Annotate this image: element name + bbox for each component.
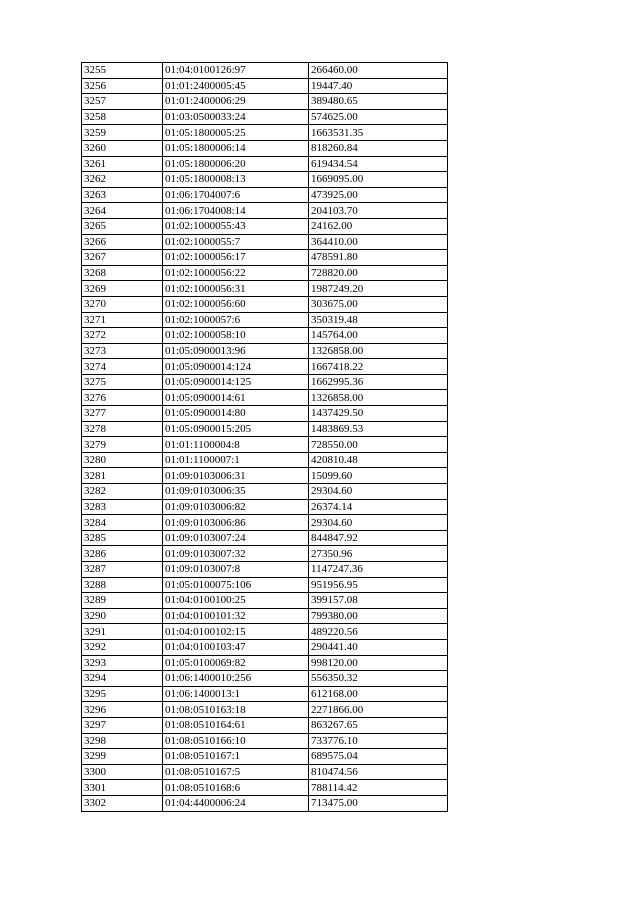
table-row <box>82 546 448 562</box>
value-cell: 303675.00 <box>309 296 448 312</box>
value-cell: 1987249.20 <box>309 281 448 297</box>
cadastral-number-cell: 01:09:0103007:24 <box>163 530 309 546</box>
cadastral-number-cell: 01:05:0100069:82 <box>163 655 309 671</box>
table-row <box>82 125 448 141</box>
table-row <box>82 702 448 718</box>
cadastral-number-cell: 01:05:0100075:106 <box>163 577 309 593</box>
value-cell: 489220.56 <box>309 624 448 640</box>
table-row <box>82 749 448 765</box>
table-row <box>82 63 448 79</box>
row-number-cell: 3293 <box>82 655 163 671</box>
row-number-cell: 3267 <box>82 250 163 266</box>
row-number-cell: 3288 <box>82 577 163 593</box>
row-number-cell: 3274 <box>82 359 163 375</box>
row-number-cell: 3272 <box>82 328 163 344</box>
cadastral-number-cell: 01:03:0500033:24 <box>163 109 309 125</box>
table-row <box>82 421 448 437</box>
row-number-cell: 3281 <box>82 468 163 484</box>
cadastral-number-cell: 01:02:1000058:10 <box>163 328 309 344</box>
table-row <box>82 343 448 359</box>
row-number-cell: 3277 <box>82 406 163 422</box>
row-number-cell: 3263 <box>82 187 163 203</box>
table-row <box>82 671 448 687</box>
table-row <box>82 250 448 266</box>
value-cell: 733776.10 <box>309 733 448 749</box>
value-cell: 389480.65 <box>309 94 448 110</box>
value-cell: 1667418.22 <box>309 359 448 375</box>
row-number-cell: 3291 <box>82 624 163 640</box>
row-number-cell: 3258 <box>82 109 163 125</box>
table-row <box>82 374 448 390</box>
row-number-cell: 3278 <box>82 421 163 437</box>
row-number-cell: 3300 <box>82 764 163 780</box>
cadastral-number-cell: 01:02:1000056:22 <box>163 265 309 281</box>
cadastral-number-cell: 01:06:1704008:14 <box>163 203 309 219</box>
value-cell: 612168.00 <box>309 686 448 702</box>
table-row <box>82 764 448 780</box>
row-number-cell: 3275 <box>82 374 163 390</box>
cadastral-number-cell: 01:04:0100101:32 <box>163 608 309 624</box>
table-row <box>82 156 448 172</box>
value-cell: 1662995.36 <box>309 374 448 390</box>
cadastral-number-cell: 01:08:0510167:5 <box>163 764 309 780</box>
row-number-cell: 3257 <box>82 94 163 110</box>
table-row <box>82 593 448 609</box>
row-number-cell: 3276 <box>82 390 163 406</box>
cadastral-number-cell: 01:05:0900014:124 <box>163 359 309 375</box>
value-cell: 951956.95 <box>309 577 448 593</box>
row-number-cell: 3283 <box>82 499 163 515</box>
cadastral-number-cell: 01:08:0510168:6 <box>163 780 309 796</box>
cadastral-number-cell: 01:06:1400013:1 <box>163 686 309 702</box>
value-cell: 29304.60 <box>309 515 448 531</box>
row-number-cell: 3268 <box>82 265 163 281</box>
table-row <box>82 562 448 578</box>
table-row <box>82 187 448 203</box>
row-number-cell: 3295 <box>82 686 163 702</box>
row-number-cell: 3299 <box>82 749 163 765</box>
row-number-cell: 3297 <box>82 717 163 733</box>
row-number-cell: 3262 <box>82 172 163 188</box>
value-cell: 478591.80 <box>309 250 448 266</box>
cadastral-number-cell: 01:02:1000055:7 <box>163 234 309 250</box>
cadastral-number-cell: 01:09:0103006:82 <box>163 499 309 515</box>
value-cell: 350319.48 <box>309 312 448 328</box>
table-row <box>82 468 448 484</box>
table-row <box>82 499 448 515</box>
table-row <box>82 608 448 624</box>
cadastral-number-cell: 01:04:0100100:25 <box>163 593 309 609</box>
value-cell: 26374.14 <box>309 499 448 515</box>
cadastral-number-cell: 01:09:0103006:31 <box>163 468 309 484</box>
cadastral-number-cell: 01:04:4400006:24 <box>163 795 309 811</box>
value-cell: 27350.96 <box>309 546 448 562</box>
value-cell: 810474.56 <box>309 764 448 780</box>
table-row <box>82 655 448 671</box>
row-number-cell: 3265 <box>82 218 163 234</box>
value-cell: 1663531.35 <box>309 125 448 141</box>
cadastral-number-cell: 01:08:0510163:18 <box>163 702 309 718</box>
row-number-cell: 3279 <box>82 437 163 453</box>
table-row <box>82 172 448 188</box>
value-cell: 1669095.00 <box>309 172 448 188</box>
table-row <box>82 406 448 422</box>
cadastral-number-cell: 01:08:0510166:10 <box>163 733 309 749</box>
cadastral-number-cell: 01:09:0103006:35 <box>163 484 309 500</box>
value-cell: 1483869.53 <box>309 421 448 437</box>
cadastral-number-cell: 01:01:1100007:1 <box>163 452 309 468</box>
cadastral-number-cell: 01:06:1704007:6 <box>163 187 309 203</box>
cadastral-number-cell: 01:09:0103006:86 <box>163 515 309 531</box>
value-cell: 1147247.36 <box>309 562 448 578</box>
row-number-cell: 3270 <box>82 296 163 312</box>
cadastral-number-cell: 01:04:0100102:15 <box>163 624 309 640</box>
table-row <box>82 452 448 468</box>
cadastral-number-cell: 01:05:0900014:125 <box>163 374 309 390</box>
cadastral-number-cell: 01:04:0100103:47 <box>163 639 309 655</box>
value-cell: 713475.00 <box>309 795 448 811</box>
table-row <box>82 733 448 749</box>
cadastral-number-cell: 01:05:0900015:205 <box>163 421 309 437</box>
value-cell: 788114.42 <box>309 780 448 796</box>
table-row <box>82 218 448 234</box>
cadastral-number-cell: 01:02:1000056:31 <box>163 281 309 297</box>
cadastral-number-cell: 01:05:1800005:25 <box>163 125 309 141</box>
row-number-cell: 3286 <box>82 546 163 562</box>
value-cell: 998120.00 <box>309 655 448 671</box>
value-cell: 799380.00 <box>309 608 448 624</box>
table-row <box>82 78 448 94</box>
row-number-cell: 3296 <box>82 702 163 718</box>
cadastral-number-cell: 01:04:0100126:97 <box>163 63 309 79</box>
row-number-cell: 3280 <box>82 452 163 468</box>
value-cell: 728820.00 <box>309 265 448 281</box>
table-row <box>82 437 448 453</box>
data-table <box>81 62 448 812</box>
row-number-cell: 3259 <box>82 125 163 141</box>
table-row <box>82 795 448 811</box>
table-row <box>82 281 448 297</box>
cadastral-number-cell: 01:05:1800006:14 <box>163 140 309 156</box>
table-row <box>82 390 448 406</box>
value-cell: 2271866.00 <box>309 702 448 718</box>
value-cell: 364410.00 <box>309 234 448 250</box>
table-row <box>82 312 448 328</box>
table-row <box>82 639 448 655</box>
value-cell: 844847.92 <box>309 530 448 546</box>
cadastral-number-cell: 01:01:2400005:45 <box>163 78 309 94</box>
value-cell: 290441.40 <box>309 639 448 655</box>
value-cell: 1326858.00 <box>309 390 448 406</box>
value-cell: 818260.84 <box>309 140 448 156</box>
value-cell: 728550.00 <box>309 437 448 453</box>
cadastral-number-cell: 01:09:0103007:8 <box>163 562 309 578</box>
table-row <box>82 515 448 531</box>
row-number-cell: 3261 <box>82 156 163 172</box>
cadastral-number-cell: 01:06:1400010:256 <box>163 671 309 687</box>
value-cell: 29304.60 <box>309 484 448 500</box>
table-row <box>82 577 448 593</box>
value-cell: 1437429.50 <box>309 406 448 422</box>
table-row <box>82 296 448 312</box>
row-number-cell: 3302 <box>82 795 163 811</box>
cadastral-number-cell: 01:05:1800008:13 <box>163 172 309 188</box>
cadastral-number-cell: 01:08:0510167:1 <box>163 749 309 765</box>
row-number-cell: 3294 <box>82 671 163 687</box>
cadastral-number-cell: 01:09:0103007:32 <box>163 546 309 562</box>
row-number-cell: 3255 <box>82 63 163 79</box>
cadastral-number-cell: 01:05:1800006:20 <box>163 156 309 172</box>
cadastral-number-cell: 01:02:1000057:6 <box>163 312 309 328</box>
value-cell: 19447.40 <box>309 78 448 94</box>
cadastral-number-cell: 01:02:1000056:60 <box>163 296 309 312</box>
row-number-cell: 3266 <box>82 234 163 250</box>
cadastral-number-cell: 01:05:0900013:96 <box>163 343 309 359</box>
table-row <box>82 624 448 640</box>
value-cell: 473925.00 <box>309 187 448 203</box>
row-number-cell: 3289 <box>82 593 163 609</box>
value-cell: 399157.08 <box>309 593 448 609</box>
cadastral-number-cell: 01:02:1000056:17 <box>163 250 309 266</box>
row-number-cell: 3298 <box>82 733 163 749</box>
table-row <box>82 328 448 344</box>
table-row <box>82 109 448 125</box>
row-number-cell: 3282 <box>82 484 163 500</box>
value-cell: 420810.48 <box>309 452 448 468</box>
row-number-cell: 3269 <box>82 281 163 297</box>
cadastral-number-cell: 01:01:2400006:29 <box>163 94 309 110</box>
row-number-cell: 3264 <box>82 203 163 219</box>
value-cell: 24162.00 <box>309 218 448 234</box>
value-cell: 1326858.00 <box>309 343 448 359</box>
table-row <box>82 203 448 219</box>
row-number-cell: 3287 <box>82 562 163 578</box>
row-number-cell: 3260 <box>82 140 163 156</box>
value-cell: 574625.00 <box>309 109 448 125</box>
cadastral-number-cell: 01:08:0510164:61 <box>163 717 309 733</box>
table-row <box>82 530 448 546</box>
value-cell: 556350.32 <box>309 671 448 687</box>
row-number-cell: 3271 <box>82 312 163 328</box>
row-number-cell: 3292 <box>82 639 163 655</box>
row-number-cell: 3285 <box>82 530 163 546</box>
table-row <box>82 780 448 796</box>
table-row <box>82 686 448 702</box>
value-cell: 204103.70 <box>309 203 448 219</box>
table-row <box>82 234 448 250</box>
value-cell: 266460.00 <box>309 63 448 79</box>
table-row <box>82 140 448 156</box>
value-cell: 619434.54 <box>309 156 448 172</box>
row-number-cell: 3273 <box>82 343 163 359</box>
cadastral-number-cell: 01:05:0900014:61 <box>163 390 309 406</box>
table-row <box>82 717 448 733</box>
row-number-cell: 3301 <box>82 780 163 796</box>
value-cell: 863267.65 <box>309 717 448 733</box>
table-row <box>82 484 448 500</box>
value-cell: 145764.00 <box>309 328 448 344</box>
table-body <box>82 63 448 812</box>
table-row <box>82 94 448 110</box>
table-row <box>82 359 448 375</box>
cadastral-number-cell: 01:02:1000055:43 <box>163 218 309 234</box>
row-number-cell: 3256 <box>82 78 163 94</box>
cadastral-number-cell: 01:05:0900014:80 <box>163 406 309 422</box>
row-number-cell: 3290 <box>82 608 163 624</box>
cadastral-number-cell: 01:01:1100004:8 <box>163 437 309 453</box>
value-cell: 689575.04 <box>309 749 448 765</box>
table-row <box>82 265 448 281</box>
value-cell: 15099.60 <box>309 468 448 484</box>
row-number-cell: 3284 <box>82 515 163 531</box>
